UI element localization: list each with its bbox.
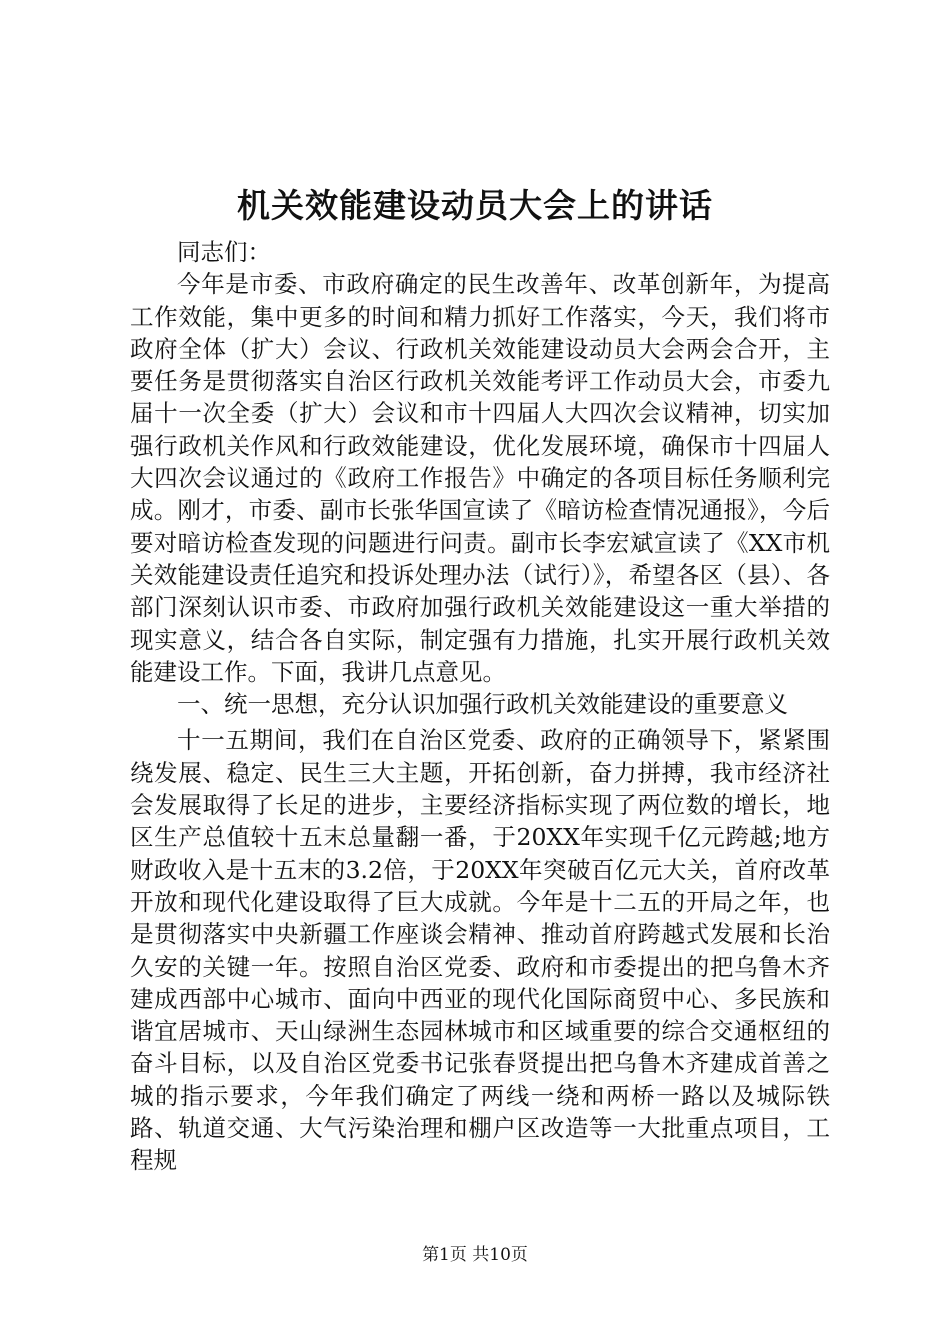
section-heading: 一、统一思想，充分认识加强行政机关效能建设的重要意义 (177, 690, 788, 719)
document-title: 机关效能建设动员大会上的讲话 (237, 186, 713, 225)
paragraph-section-one: 十一五期间，我们在自治区党委、政府的正确领导下，紧紧围绕发展、稳定、民生三大主题，开拓创新，奋力拼搏，我市经济社会发展取得了长足的进步，主要经济指标实现了两位数的增长，地区生产总值较十五末总量翻一番，于20XX年实现千亿元跨越;地方财政收入是十五末的3.2倍，于20XX年突破百亿元大关，首府改革开放和现代化建设取得了巨大成就。今年是十二五的开局之年，也是贯彻落实中央新疆工作座谈会精神、推动首府跨越式发展和长治久安的关键一年。按照自治区党委、政府和市委提出的把乌鲁木齐建成西部中心城市、面向中西亚的现代化国际商贸中心、多民族和谐宜居城市、天山绿洲生态园林城市和区域重要的综合交通枢纽的奋斗目标，以及自治区党委书记张春贤提出把乌鲁木齐建成首善之城的指示要求，今年我们确定了两线一绕和两桥一路以及城际铁路、轨道交通、大气污染治理和棚户区改造等一大批重点项目，工程规 (130, 726, 830, 1175)
document-body (130, 236, 830, 1177)
salutation: 同志们： (177, 238, 271, 266)
page-number-footer: 第1页 共10页 (422, 1245, 528, 1265)
paragraph-intro: 今年是市委、市政府确定的民生改善年、改革创新年，为提高工作效能，集中更多的时间和精力抓好工作落实，今天，我们将市政府全体（扩大）会议、行政机关效能建设动员大会两会合开，主要任务是贯彻落实自治区行政机关效能考评工作动员大会，市委九届十一次全委（扩大）会议和市十四届人大四次会议精神，切实加强行政机关作风和行政效能建设，优化发展环境，确保市十四届人大四次会议通过的《政府工作报告》中确定的各项目标任务顺利完成。刚才，市委、副市长张华国宣读了《暗访检查情况通报》，今后要对暗访检查发现的问题进行问责。副市长李宏斌宣读了《XX市机关效能建设责任追究和投诉处理办法（试行）》，希望各区（县）、各部门深刻认识市委、市政府加强行政机关效能建设这一重大举措的现实意义，结合各自实际，制定强有力措施，扎实开展行政机关效能建设工作。下面，我讲几点意见。 (130, 270, 830, 686)
